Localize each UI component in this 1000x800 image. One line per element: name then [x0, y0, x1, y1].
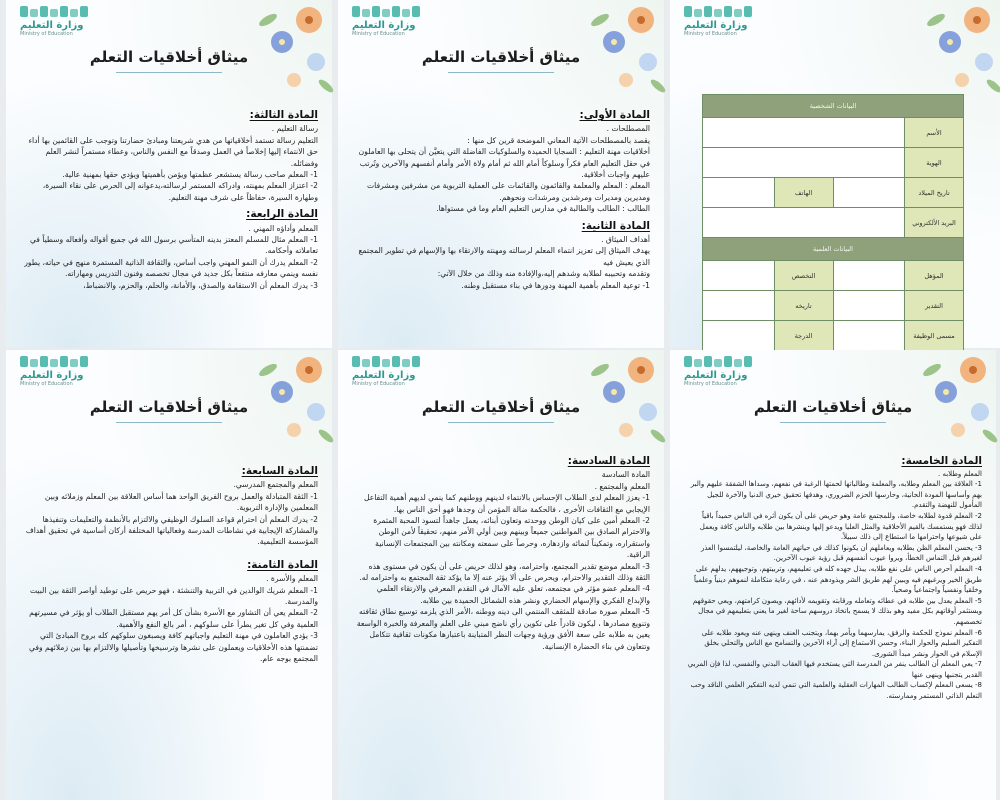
logo-english: Ministry of Education	[684, 31, 737, 37]
scientific-data-header: البيانات العلمية	[703, 238, 964, 261]
article-line: وتقدمه وتحبيبه لطلابه وشدهم إليه،والإفادة منه وذلك من خلال الآتي:	[437, 269, 650, 279]
article-line: 2- المعلم أمين على كيان الوطن ووحدته وتعاون أبنائه، يعمل جاهداً لتسود المحبة المثمرة والاحترام الصادق بين المواطنين جميعاً وبينهم وبين أولي الأمر منهم، تحقيقاً لأمن الوطن واستقراره، وتمكيناً لنمائه وازدهاره، وحرصاً على سمعته ومكانته بين المجتمعات الإنسانية الراقية.	[373, 516, 650, 560]
info-table	[702, 94, 964, 381]
logo-mark-icon	[684, 356, 752, 367]
field-value[interactable]	[703, 148, 905, 178]
page-body	[22, 104, 318, 348]
ministry-logo	[352, 6, 420, 38]
title-divider	[780, 422, 886, 423]
field-label: الأسم	[905, 118, 964, 148]
article-heading: المادة الأولى:	[579, 109, 650, 121]
logo-english: Ministry of Education	[352, 31, 405, 37]
article-line: 2- المعلم يعي أن التشاور مع الأسرة بشأن كل أمر يهم مستقبل الطلاب أو يؤثر في مسيرتهم العلمية وفي كل تغير يطرأ على سلوكهم ، أمر بالغ النفع والأهمية.	[29, 608, 318, 629]
article-line: 2- يدرك المعلم أن احترام قواعد السلوك الوظيفي والالتزام بالأنظمة والتعليمات وتنفيذها والمشاركة الإيجابية في نشاطات المدرسة وفعالياتها المختلفة أركان أساسية في تحقيق أهداف المؤسسة التعليمية.	[25, 514, 318, 547]
field-value[interactable]	[703, 118, 905, 148]
article-line: 8- يسعى المعلم لإكساب الطالب المهارات العقلية والعلمية التي تنمي لديه التفكير العلمي الناقد وحب التعلم الذاتي المستمر وممارسته.	[690, 681, 982, 701]
field-value[interactable]	[703, 261, 775, 291]
article-line: 3- يدرك المعلم أن الاستقامة والصدق، والأمانة، والحلم، والحزم، والانضباط،	[83, 280, 318, 290]
logo-english: Ministry of Education	[352, 381, 405, 387]
ministry-logo	[352, 356, 420, 388]
field-label: الهوية	[905, 148, 964, 178]
article-line: 4- المعلم أحرص الناس على نفع طلابه، يبذل جهده كله في تعليمهم، وتربيتهم، وتوجيههم، يدلهم على طريق الخير ويرغبهم فيه ويبين لهم طريق الشر ويذودهم عنه ، في رعاية متكاملة لنموهم دينياً وعلمياً وخلقياً ونفسياً واجتماعياً وصحياً.	[693, 564, 982, 595]
article-line: المعلم : المعلم والمعلمة والقائمون والقائمات على العملية التربوية من مشرفين ومشرفات ومديرين ومديرات ومرشدين ومرشدات ونحوهم.	[366, 181, 650, 202]
article-line: يقصد بالمصطلحات الآتية المعاني الموضحة قرين كل منها :	[467, 135, 650, 145]
article-line: 3- يؤدي العاملون في مهنة التعليم واجباتهم كافة ويصبغون سلوكهم كله بروح المبادئ التي تضمنتها هذه الأخلاقيات ويعملون على نشرها وترسيخها وتأصيلها والالتزام بها بين زملائهم وفي المجتمع بوجه عام.	[29, 631, 318, 664]
field-value[interactable]	[703, 291, 775, 321]
article-line: 2- اعتزاز المعلم بمهنته، وادراكه المستمر لرسالته،يدعوانه إلى الحرص على نقاء السيرة، وطهارة السيرة، حفاظاً على شرف مهنة التعليم.	[42, 181, 318, 202]
field-value[interactable]	[833, 291, 905, 321]
page-body	[22, 460, 318, 800]
field-value[interactable]	[703, 208, 905, 238]
article-line: المعلم وطلابه .	[938, 469, 982, 478]
page-title: ميثاق أخلاقيات التعلم	[89, 398, 249, 416]
article-line: 1- المعلم مثال للمسلم المعتز بدينه المتأسي برسول الله في جميع أقواله وأفعاله وسطياً في تعاملاته وأحكامه.	[29, 235, 318, 256]
article-line: 1- الثقة المتبادلة والعمل بروح الفريق الواحد هما أساس العلاقة بين المعلم وزملائه وبين المعلمين والإدارة التربوية.	[44, 491, 318, 513]
title-divider	[116, 422, 222, 423]
logo-arabic: وزارة التعليم	[352, 370, 416, 381]
field-value[interactable]	[703, 178, 775, 208]
article-line: الطالب : الطالب والطالبة في مدارس التعليم العام وما في مستواها.	[436, 204, 650, 214]
article-line: 1- المعلم صاحب رسالة يستشعر عظمتها ويؤمن بأهميتها ويؤدي حقها بمهنية عالية.	[62, 170, 318, 180]
field-label: الدرجة	[774, 321, 833, 351]
page-title: ميثاق أخلاقيات التعلم	[753, 398, 913, 416]
field-label: البريد الألكتروني	[905, 208, 964, 238]
ministry-logo	[20, 356, 88, 388]
ministry-logo	[20, 6, 88, 38]
document-page-6	[670, 350, 996, 800]
article-line: 3- يحسن المعلم الظن بطلابه ويعاملهم أن يكونوا كذلك في حياتهم العامة والخاصة، ليلتمسوا العذر لغيرهم قبل التماس الخطأ، ويروا عيوب أنفسهم قبل رؤية عيوب الآخرين.	[700, 543, 982, 563]
field-label: تاريخه	[774, 291, 833, 321]
page-body	[686, 450, 982, 800]
article-line: المعلم والمجتمع .	[594, 481, 650, 491]
article-line: 6- المعلم نموذج للحكمة والرفق، يمارسهما ويأمر بهما، ويتجنب العنف وينهى عنه ويعود طلابه على التفكير السليم والحوار البناء، وحسن الاستماع إلى آراء الآخرين والتسامح مع الناس والتحلي بخلق الإسلام في الحوار ونشر مبدأ الشورى.	[701, 628, 982, 658]
article-line: أهداف الميثاق .	[601, 235, 650, 245]
article-line: 2- المعلم قدوة لطلابه خاصة، وللمجتمع عامة وهو حريص على أن يكون أثره في الناس حميداً باقياً لذلك فهو يستمسك بالقيم الأخلاقية والمثل العليا ويدعو إليها وينشرها بين طلابه والناس كافة ويعمل على شيوعها واحترامها ما استطاع إلى ذلك سبيلاً.	[699, 511, 982, 542]
article-line: 1- توعية المعلم بأهمية المهنة ودورها في بناء مستقبل وطنه.	[461, 280, 650, 290]
field-label: تاريخ الميلاد	[905, 178, 964, 208]
document-page-2	[338, 0, 664, 348]
field-value[interactable]	[833, 261, 905, 291]
logo-mark-icon	[20, 356, 88, 367]
title-divider	[448, 422, 554, 423]
article-heading: المادة الرابعة:	[246, 208, 318, 221]
article-line: 4- المعلم عضو مؤثر في مجتمعه، تعلق عليه الآمال في التقدم المعرفي والارتقاء العلمي والإبداع الفكري والإسهام الحضاري ونشر هذه الشمائل الحميدة بين طلابه.	[376, 584, 650, 605]
page-body	[354, 104, 650, 348]
ministry-logo	[684, 6, 752, 38]
logo-english: Ministry of Education	[20, 381, 73, 387]
article-line: المعلم والأسرة .	[266, 574, 318, 584]
article-line: 3- المعلم موضع تقدير المجتمع، واحترامه، وهو لذلك حريص على أن يكون في مستوى هذه الثقة وذلك التقدير والاحترام، ويحرص على ألا يؤثر عنه إلا ما يؤكد ثقة المجتمع به واحترامه له.	[359, 561, 650, 583]
document-page-3	[670, 0, 1000, 348]
page-title: ميثاق أخلاقيات التعلم	[89, 48, 249, 66]
logo-arabic: وزارة التعليم	[20, 20, 84, 31]
logo-mark-icon	[684, 6, 752, 17]
article-line: 5- المعلم يعدل بين طلابه في عطائه وتعامله ورقابته وتقويمه لأدائهم، ويصون كرامتهم، ويعي حقوقهم ويستثمر أوقاتهم بكل مفيد وهو بذلك لا يسمح باتخاذ دروسهم ساحة لغير ما يعني بتعليمهم في مجال تخصصهم.	[692, 596, 982, 626]
field-value[interactable]	[833, 321, 905, 351]
article-line: رسالة التعليم .	[271, 124, 318, 134]
logo-arabic: وزارة التعليم	[20, 370, 84, 381]
article-line: 1- يعزز المعلم لدى الطلاب الإحساس بالانتماء لدينهم ووطنهم كما ينمي لديهم أهمية التفاعل الإيجابي مع الثقافات الأخرى ، فالحكمة ضالة المؤمن أن وجدها فهو أحق الناس بها.	[363, 493, 650, 514]
article-line: يهدف الميثاق إلى تعزيز انتماء المعلم لرسالته ومهنته والارتقاء بها والإسهام في تطوير المجتمع الذي يعيش فيه	[358, 246, 650, 267]
flower-decoration-icon	[922, 0, 1000, 100]
article-line: 1- العلاقة بين المعلم وطلابه، والمعلمة وطالباتها لحمتها الرغبة في نفعهم، وسداها الشفقة عليهم والبر بهم وأساسها المودة الحانية، وحارسها الحزم الضروري، وهدفها تحقيق خيري الدنيا والآخرة للجيل المأمول للنهضة والتقدم.	[690, 480, 982, 510]
page-title: ميثاق أخلاقيات التعلم	[421, 398, 581, 416]
article-heading: المادة الثالثة:	[249, 109, 318, 121]
logo-arabic: وزارة التعليم	[684, 20, 748, 31]
article-line: 5- المعلم صورة صادقة للمثقف المنتمي الى دينه ووطنه ،الأمر الذي يلزمه توسيع نطاق ثقافته وتنويع مصادرها ، ليكون قادراً على تكوين رأي ناضج مبني على العلم والمعرفة والخبرة الواسعة يعين به طلابه على سعة الأفق ورؤية وجهات النظر المتباينة باعتبارها مكونات ثقافية تتكامل وتتعاون في بناء الحضارة الإنسانية.	[356, 607, 650, 651]
field-label: الهاتف	[774, 178, 833, 208]
document-page-4	[6, 350, 332, 800]
ministry-logo	[684, 356, 752, 388]
field-label: التخصص	[774, 261, 833, 291]
article-line: التعليم رسالة تستمد أخلاقياتها من هدي شريعتنا ومبادئ حضارتنا وتوجب على القائمين بها أداء حق الانتماء إليها إخلاصاً في العمل وصدقاً مع النفس والناس، وعطاء مستمراً لنشر العلم وفضائله.	[28, 135, 318, 168]
article-heading: المادة الثامنة:	[247, 558, 318, 571]
logo-english: Ministry of Education	[20, 31, 73, 37]
logo-arabic: وزارة التعليم	[684, 370, 748, 381]
document-page-1	[6, 0, 332, 348]
article-line: المعلم والمجتمع المدرسي.	[233, 480, 318, 490]
article-line: 7- يعي المعلم أن الطالب ينفر من المدرسة التي يستخدم فيها العقاب البدني والنفسي، لذا فإن المربي القدير يتجنبها وينهى عنها	[687, 660, 982, 679]
page-title: ميثاق أخلاقيات التعلم	[421, 48, 581, 66]
article-line: المصطلحات .	[606, 124, 650, 134]
field-value[interactable]	[833, 178, 905, 208]
title-divider	[116, 72, 222, 73]
article-heading: المادة الخامسة:	[901, 455, 982, 467]
article-line: المعلم وأداؤه المهني .	[248, 223, 318, 233]
article-line: أخلاقيات مهنة التعليم : السجايا الحميدة والسلوكيات الفاضلة التي يتعيَّن أن يتحلى بها العاملون في حقل التعليم العام فكراً وسلوكاً أمام الله ثم أمام ولاة الأمر وأمام أنفسهم والآخرين وتُرتب عليهم واجبات أخلاقية.	[358, 147, 650, 180]
article-line: المادة السادسة	[601, 470, 650, 480]
logo-mark-icon	[352, 356, 420, 367]
field-label: التقدير	[905, 291, 964, 321]
title-divider	[448, 72, 554, 73]
field-label: المؤهل	[905, 261, 964, 291]
article-heading: المادة السادسة:	[567, 455, 650, 467]
logo-english: Ministry of Education	[684, 381, 737, 387]
page-body	[354, 450, 650, 800]
personal-data-header: البيانات الشخصية	[703, 95, 964, 118]
field-label: مسمى الوظيفة	[905, 321, 964, 351]
article-heading: المادة السابعة:	[241, 465, 318, 477]
article-line: 2- المعلم يدرك أن النمو المهني واجب أساس، والثقافة الذاتية المستمرة منهج في حياته، يطور نفسه وينمي معارفه منتفعاً بكل جديد في مجال تخصصه وفنون التدريس ومهاراته.	[24, 257, 318, 279]
document-page-5	[338, 350, 664, 800]
logo-arabic: وزارة التعليم	[352, 20, 416, 31]
article-line: 1- المعلم شريك الوالدين في التربية والتنشئة ، فهو حريص على توطيد أواصر الثقة بين البيت والمدرسة.	[29, 585, 318, 607]
logo-mark-icon	[352, 6, 420, 17]
logo-mark-icon	[20, 6, 88, 17]
article-heading: المادة الثانية:	[581, 219, 650, 232]
field-value[interactable]	[703, 321, 775, 351]
